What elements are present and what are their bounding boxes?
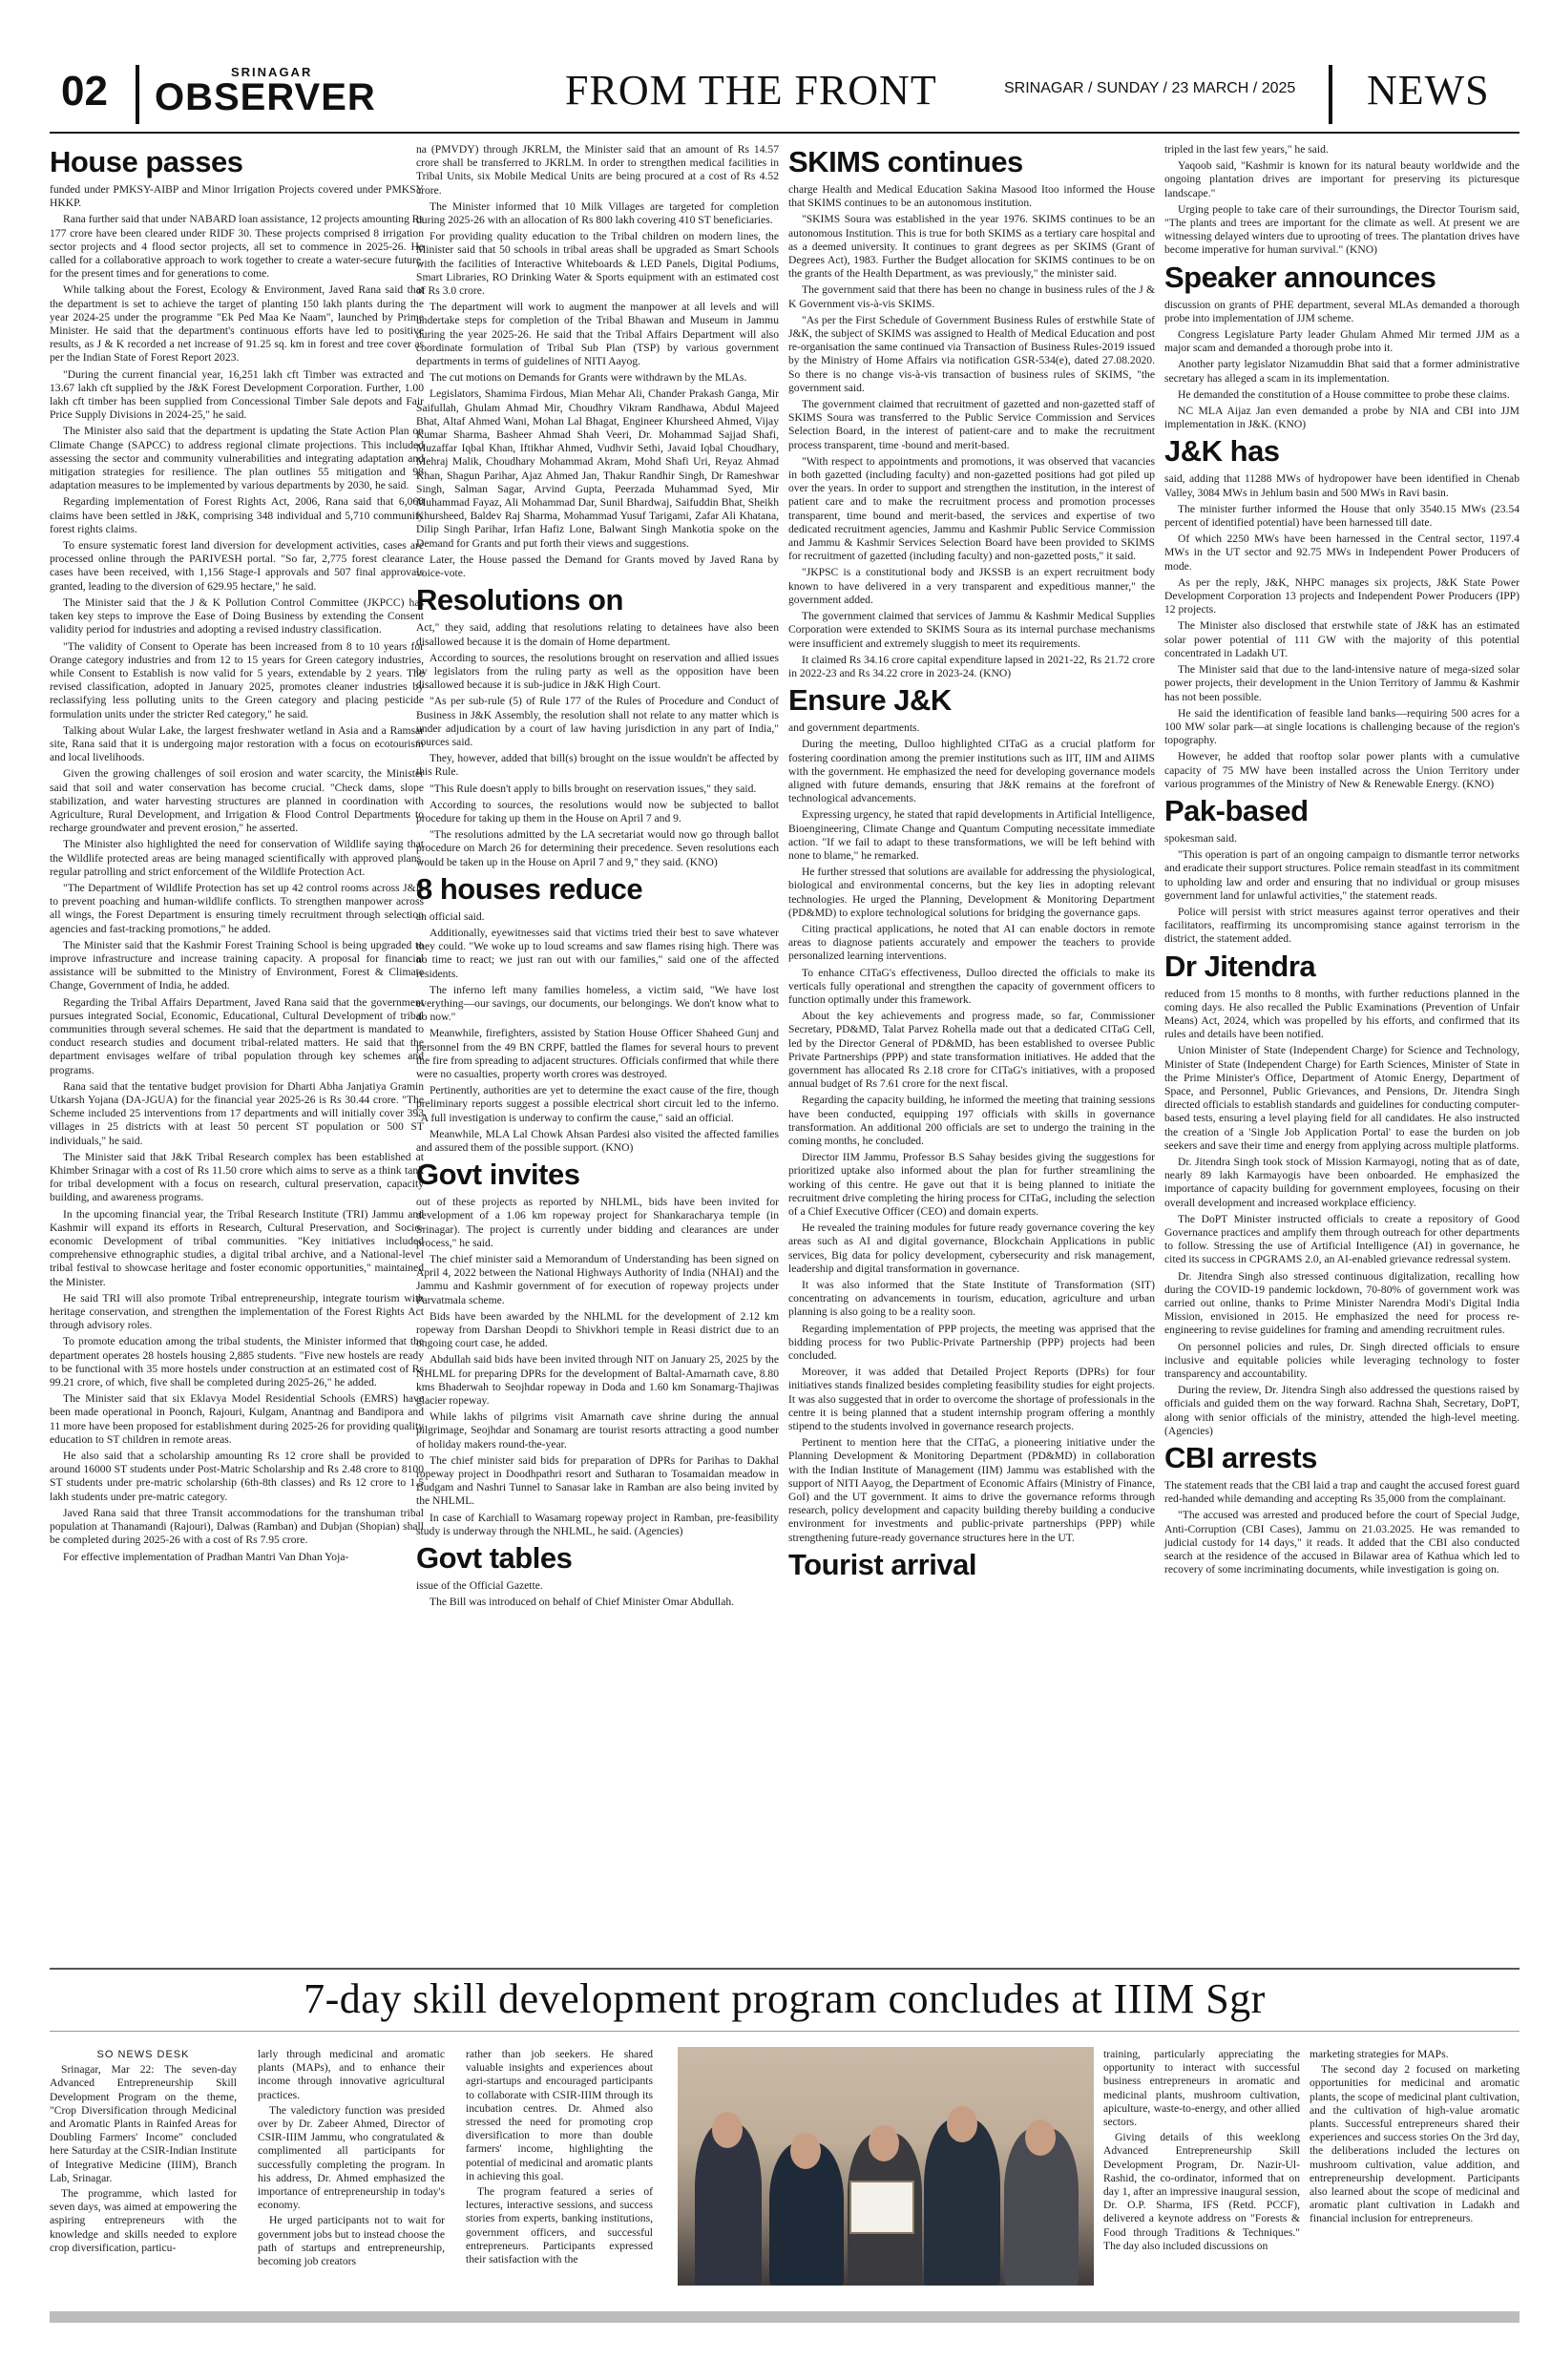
footer-bar (50, 2311, 1520, 2323)
paragraph: marketing strategies for MAPs. (1310, 2048, 1449, 2060)
paragraph: The programme, which lasted for seven days, was aimed at empowering the aspiring entrepreneurs with the knowledge and skills needed to explore crop diversification, particu- (50, 2187, 237, 2254)
paragraph: The Minister said that the J & K Pollution Control Committee (JKPCC) has taken key steps to improve the Ease of Doing Business by extending the Consent validity period for industries and adopting a revised industry classification. (50, 595, 424, 637)
paragraph: The valedictory function was presided over by Dr. Zabeer Ahmed, Director of CSIR-IIIM Jammu, who congratulated & complimented all participants for successfully completing the program. In his address, Dr. Ahmed emphasized the importance of entrepreneurship in today's economy. (258, 2103, 445, 2212)
paragraph: The government said that there has been no change in business rules of the J & K Government vis-à-vis SKIMS. (788, 283, 1155, 310)
bottom-column-5 (1310, 2048, 1520, 2228)
paragraph: Javed Rana said that three Transit accommodations for the transhuman tribal population at Thanamandi (Rajouri), Dalwas (Ramban) and Dubjan (Shopian) shall be completed during 2025-26 with a cost of Rs 7.95 crore. (50, 1506, 424, 1547)
paragraph: The program featured a series of lectures, interactive sessions, and success stories from experts, banking institutions, government officers, and successful entrepreneurs. Participants expressed their satisfaction with the (466, 2185, 653, 2266)
paragraph: The government claimed that services of Jammu & Kashmir Medical Supplies Corporation were extended to SKIMS Soura as its internal purchase mechanisms were insufficient and extremely sluggish to meet its requirements. (788, 610, 1155, 650)
paragraph: out of these projects as reported by NHLML, bids have been invited for development of a 1.06 km ropeway project for Shankaracharya temple (in Srinagar). The project is currently under bidding and clearances are under process," he said. (416, 1196, 779, 1249)
paragraph: Abdullah said bids have been invited through NIT on January 25, 2025 by the NHLML for preparing DPRs for the development of Baltal-Amarnath cave, 8.80 kms Bhaderwah to Seojhdar ropeway in Doda and 1.60 km Sonamarg-Thajiwas glacier ropeway. (416, 1353, 779, 1408)
paragraph: reduced from 15 months to 8 months, with further reductions planned in the coming days. He also recalled the Public Examinations (Prevention of Unfair Means) Act, 2024, which was propelled by his efforts, and confirmed that its rules and details have been notified. (1164, 987, 1520, 1041)
paragraph: The DoPT Minister instructed officials to create a repository of Good Governance practices and amplify them through outreach for other departments to follow. Stressing the use of Artificial Intelligence (AI) in governance, he cited its success in CPGRAMS 2.0, an AI-enabled grievance redressal system. (1164, 1212, 1520, 1266)
dateline: SRINAGAR / SUNDAY / 23 MARCH / 2025 (1004, 80, 1296, 96)
masthead-divider (1329, 65, 1332, 124)
paragraph: The chief minister said a Memorandum of Understanding has been signed on April 4, 2022 between the National Highways Authority of India (NHAI) and the Jammu and Kashmir government of for execution of ropeway projects under Parvatmala scheme. (416, 1253, 779, 1306)
paragraph: "The resolutions admitted by the LA secretariat would now go through ballot procedure on March 26 for determining their precedence. Seven resolutions each would be taken up in the House on April 7 and 9," they said. (KNO) (416, 828, 779, 868)
bottom-story-rule (50, 1968, 1520, 1970)
paragraph: For providing quality education to the Tribal children on modern lines, the Minister said that 50 schools in tribal areas shall be upgraded as Smart Schools with the facilities of Interactive Whiteboards & LED Panels, Digital Podiums, Smart Libraries, RO Drinking Water & Sports equipment with an estimated cost of Rs 3.0 crore. (416, 230, 779, 298)
paragraph: Given the growing challenges of soil erosion and water scarcity, the Minister said that soil and water conservation has become crucial. "Check dams, slope stabilization, and water harvesting structures are planned in coordination with Agriculture, Rural Development, and Irrigation & Flood Control Departments to recharge groundwater and prevent erosion," he asserted. (50, 767, 424, 835)
column-1 (50, 143, 424, 1567)
paragraph: During the review, Dr. Jitendra Singh also addressed the questions raised by officials and guided them on the way forward. Rachna Shah, Secretary, DoPT, along with senior officials of the ministry, attended the high-level meeting. (Agencies) (1164, 1384, 1520, 1437)
paragraph: "The validity of Consent to Operate has been increased from 8 to 10 years for Orange category industries and from 12 to 15 years for Green category industries, while Consent to Establish is now valid for 5 years, extendable by 2 years. The revised classification, adopted in January 2025, promotes cleaner industries by reclassifying less polluting units to the Green category and placing pesticide formulation units under the stricter Red category," he said. (50, 639, 424, 720)
paragraph: "JKPSC is a constitutional body and JKSSB is an expert recruitment body known to have delivered in a very transparent and expeditious manner," the government added. (788, 566, 1155, 606)
paragraph: Meanwhile, firefighters, assisted by Station House Officer Shaheed Gunj and personnel from the 49 BN CRPF, battled the flames for several hours to prevent the fire from spreading to adjacent structures. Officials confirmed that while there were no casualties, property worth crores was destroyed. (416, 1027, 779, 1080)
event-photo (678, 2047, 1094, 2286)
paragraph: The Bill was introduced on behalf of Chief Minister Omar Abdullah. (430, 1596, 735, 1609)
paragraph: Moreover, it was added that Detailed Project Reports (DPRs) for four initiatives stands finalized besides completing feasibility studies for eight projects. It was also suggested that in order to overcome the shortage of professionals in the centre it is being planned that a student internship program offering a monthly stipend to the students involved in governance research projects. (788, 1366, 1155, 1433)
paragraph: "This operation is part of an ongoing campaign to dismantle terror networks and eradicate their support structures. Police remain steadfast in its commitment to upholding law and order and ensuring that no individual or group misuses government land for unlawful activities," the statement reads. (1164, 848, 1520, 902)
paragraph: While lakhs of pilgrims visit Amarnath cave shrine during the annual pilgrimage, Seojhdar and Sonamarg are tourist resorts attracting a good number of holiday makers round-the-year. (416, 1410, 779, 1451)
paragraph: The chief minister said bids for preparation of DPRs for Parihas to Dakhal ropeway project in Doodhpathri resort and Sutharan to Tosamaidan meadow in Budgam and Nashri Tunnel to Sanasar lake in Ramban are also being invited by the NHLML. (416, 1453, 779, 1508)
paragraph: The Minister said that the Kashmir Forest Training School is being upgraded to improve infrastructure and increase training capacity. A proposal for financial assistance will be submitted to the Ministry of Environment, Forest & Climate Change, Government of India, he added. (50, 938, 424, 992)
paragraph: Act," they said, adding that resolutions relating to detainees have also been disallowed because it is the domain of Home department. (416, 621, 779, 648)
paragraph: The Minister also highlighted the need for conservation of Wildlife saying that the Wildlife protected areas are being managed scientifically with approved plans, regular patrolling and strict enforcement of the Wildlife Protection Act. (50, 838, 424, 878)
paragraph: He said the identification of feasible land banks—requiring 500 acres for a 100 MW solar park—at single locations is challenging because of the region's topography. (1164, 706, 1520, 747)
paragraph: Pertinent to mention here that the CITaG, a pioneering initiative under the Planning Development & Monitoring Department (PD&MD) in collaboration with the Indian Institute of Management (IIM) Jammu was established with the support of NITI Aayog, the Department of Economic Affairs (Ministry of Finance, GoI) and the UT government. It aims to drive the governance reforms through research, policy development and capacity building thereby building a conducive environment for investments and public-private partnerships (PPP) while strengthening future-ready governance structures here in the UT. (788, 1436, 1155, 1544)
paragraph: According to sources, the resolutions would now be subjected to ballot procedure for taking up them in the House on April 7 and 9. (416, 798, 779, 825)
paragraph: an official said. (416, 909, 485, 923)
paragraph: issue of the Official Gazette. (416, 1579, 543, 1593)
paragraph: However, he added that rooftop solar power plants with a cumulative capacity of 75 MW have been installed across the Union Territory under various programmes of the Ministry of New & Renewable Energy. (KNO) (1164, 750, 1520, 790)
paragraph: na (PMVDY) through JKRLM, the Minister said that an amount of Rs 14.57 crore shall be transferred to JKRLM. In order to strengthen medical facilities in Tribal Units, six Mobile Medical Units are being procured at a cost of Rs 4.52 crore. (416, 143, 779, 197)
bottom-story-headline: 7-day skill development program concludes at IIIM Sgr (304, 1975, 1266, 2022)
headline-speaker-announces: Speaker announces (1164, 260, 1436, 294)
header-rule (50, 132, 1520, 134)
paragraph: While talking about the Forest, Ecology & Environment, Javed Rana said that the department is set to achieve the target of planting 150 lakh plants during the year 2024-25 under the programme "Ek Ped Maa Ke Naam", launched by Prime Minister. He said that the department's continuous efforts have led to positive results, as J & K recorded a net increase of 91.25 sq. km in forest and tree cover as per the Indian State of Forest Report 2023. (50, 283, 424, 365)
bottom-column-4 (1103, 2048, 1300, 2255)
paragraph: He revealed the training modules for future ready governance covering the key areas such as AI and digital governance, Blockchain Applications in public services, Big data for policy development, cybersecurity and risk management, leadership and digital transformation in governance. (788, 1221, 1155, 1275)
paragraph: In case of Karchiall to Wasamarg ropeway project in Ramban, pre-feasibility study is underway through the NHLML, he said. (Agencies) (416, 1511, 779, 1537)
section-label: NEWS (1367, 67, 1490, 114)
column-4 (1164, 143, 1520, 1579)
paragraph: "The accused was arrested and produced before the court of Special Judge, Anti-Corruption (CBI Cases), Jammu on 21.03.2025. He was remanded to judicial custody for 14 days," it reads. It added that the CBI also conducted search at the residence of the accused in Bilawar area of Kathua which led to recovery of some incriminating documents, while investigation is going on. (1164, 1509, 1520, 1576)
column-2 (416, 143, 779, 1612)
paragraph: Citing practical applications, he noted that AI can enable doctors in remote areas to diagnose patients accurately and empower the teachers to provide personalized learning interventions. (788, 922, 1155, 963)
paragraph: Director IIM Jammu, Professor B.S Sahay besides giving the suggestions for prioritized uptake also informed about the plan for further streamlining the working of this centre. He gave out that it is being planned to initiate the recruitment drive completing the hiring process for CITaG, including the selection of a Chief Executive Officer (CEO) and domain experts. (788, 1151, 1155, 1219)
paragraph: "The Department of Wildlife Protection has set up 42 control rooms across J&K to prevent poaching and human-wildlife conflicts. To strengthen manpower across all wings, the Forest Department is ensuring timely recruitment through selection agencies and fast-tracking promotions," he added. (50, 881, 424, 935)
paragraph: training, particularly appreciating the opportunity to interact with successful business entrepreneurs in aromatic and medicinal plants, mushroom cultivation, apiculture, waste-to-energy, and other allied sectors. (1103, 2048, 1300, 2129)
paragraph: Urging people to take care of their surroundings, the Director Tourism said, "The plants and trees are important for the climate as well. At present we are witnessing delayed winters due to uprooting of trees. The plantation drives have become imperative for human survival." (KNO) (1164, 202, 1520, 257)
paragraph: discussion on grants of PHE department, several MLAs demanded a thorough probe into implementation of JJM scheme. (1164, 298, 1520, 324)
paragraph: Of which 2250 MWs have been harnessed in the Central sector, 1197.4 MWs in the UT sector and 92.75 MWs in Independent Power Producers of mode. (1164, 532, 1520, 573)
paragraph: and government departments. (788, 721, 920, 735)
photo-figure (947, 2106, 977, 2142)
paragraph: Giving details of this weeklong Advanced Entrepreneurship Skill Development Program, Dr. Nazir-Ul-Rashid, the co-ordinator, informed that on day 1, after an impressive inaugural session, Dr. O.P. Sharma, IFS (Retd. PCCF), delivered a keynote address on "Forests & Food through Traditions & Techniques." The day also included discussions on (1103, 2131, 1300, 2252)
paragraph: He further stressed that solutions are available for addressing the physiological, biological and environmental concerns, but the key lies in adopting relevant technologies. He urged the Planning, Development & Monitoring Department (PD&MD) to explore technological solutions for bridging the governance gaps. (788, 866, 1155, 919)
bottom-column-2 (258, 2048, 445, 2270)
paragraph: Srinagar, Mar 22: The seven-day Advanced Entrepreneurship Skill Development Program on the theme, "Crop Diversification through Medicinal and Aromatic Plants in Rainfed Areas for Doubling Farmers' Income" concluded here Saturday at the CSIR-Indian Institute of Integrative Medicine (IIIM), Branch Lab, Srinagar. (50, 2063, 237, 2184)
paragraph: As per the reply, J&K, NHPC manages six projects, J&K State Power Development Corporation 13 projects and Independent Power Producers (IPP) 12 projects. (1164, 575, 1520, 616)
paragraph: Regarding the Tribal Affairs Department, Javed Rana said that the government pursues integrated Social, Economic, Educational, Cultural Development of tribal communities through several schemes. He said that the department is mandated to conduct research studies and document tribal-related matters. He said that the department envisages welfare of tribal population through key schemes and programs. (50, 995, 424, 1076)
paragraph: To enhance CITaG's effectiveness, Dulloo directed the officials to make its verticals fully operational and strengthen the capacity of government officers to function optimally under this framework. (788, 966, 1155, 1006)
paragraph: For effective implementation of Pradhan Mantri Van Dhan Yoja- (63, 1550, 349, 1563)
paragraph: Dr. Jitendra Singh also stressed continuous digitalization, recalling how during the COVID-19 pandemic lockdown, 70-80% of government work was carried out online, thanks to Prime Minister Narendra Modi's Digital India Mission, envisioned in 2015. He emphasized the need for process re-engineering to revise guidelines for framing and amending recruitment rules. (1164, 1269, 1520, 1337)
paragraph: "As per sub-rule (5) of Rule 177 of the Rules of Procedure and Conduct of Business in J&K Assembly, the resolution shall not relate to any matter which is under adjudication by a court of law having jurisdiction in any part of India," sources said. (416, 695, 779, 748)
paragraph: funded under PMKSY-AIBP and Minor Irrigation Projects covered under PMKSY HKKP. (50, 183, 424, 210)
paragraph: "As per the First Schedule of Government Business Rules of erstwhile State of J&K, the subject of SKIMS was assigned to Health of Medical Education and post re-organisation the same continued via Transaction of Business Rules-2019 issued by the Ministry of Home Affairs via notification GSR-534(e), dated 27.08.2020. So there is no change vis-à-vis transaction of business rules of SKIMS, "the government said. (788, 313, 1155, 394)
paragraph: In the upcoming financial year, the Tribal Research Institute (TRI) Jammu and Kashmir will expand its efforts in Research, Cultural Preservation, and Socio-economic Development of tribal communities. "Key initiatives included comprehensive ethnographic studies, a digital tribal archive, and a National-level tribal festival to showcase heritage and foster economic opportunities," maintained the Minister. (50, 1207, 424, 1288)
headline-skims: SKIMS continues (788, 145, 1023, 178)
paragraph: The Minister said that due to the land-intensive nature of mega-sized solar power projects, their development in the Union Territory of Jammu & Kashmir has not been possible. (1164, 663, 1520, 703)
paragraph: NC MLA Aijaz Jan even demanded a probe by NIA and CBI into JJM implementation in J&K. (KNO) (1164, 405, 1520, 431)
paragraph: Meanwhile, MLA Lal Chowk Ahsan Pardesi also visited the affected families and assured them of the possible support. (KNO) (416, 1127, 779, 1154)
paragraph: Regarding implementation of Forest Rights Act, 2006, Rana said that 6,068 claims have been settled in J&K, comprising 348 individual and 5,710 community forest rights claims. (50, 495, 424, 535)
paragraph: The department will work to augment the manpower at all levels and will undertake steps for completion of the Tribal Bhawan and Museum in Jammu during the year 2025-26. He said that the Tribal Affairs Department will also coordinate formulation of Tribal Sub Plan (TSP) by various government departments in terms of guidelines of NITI Aayog. (416, 301, 779, 368)
paragraph: The cut motions on Demands for Grants were withdrawn by the MLAs. (430, 371, 747, 385)
column-3 (788, 143, 1155, 1586)
paragraph: Congress Legislature Party leader Ghulam Ahmed Mir termed JJM as a major scam and demanded a thorough probe into it. (1164, 328, 1520, 355)
paragraph: spokesman said. (1164, 831, 1237, 845)
paragraph: Later, the House passed the Demand for Grants moved by Javed Rana by voice-vote. (416, 553, 779, 580)
paragraph: Rana further said that under NABARD loan assistance, 12 projects amounting Rs 177 crore have been cleared under RIDF 30. These projects comprised 8 irrigation sector projects and 4 flood sector projects, all set to commence in 2025-26. He called for a collaborative approach to work together to create a water-secure future, for the present times and for generations to come. (50, 213, 425, 281)
photo-figure (869, 2125, 899, 2161)
paragraph: The minister further informed the House that only 3540.15 MWs (23.54 percent of identified potential) have been harnessed till date. (1164, 502, 1520, 530)
masthead-divider (136, 65, 139, 124)
headline-dr-jitendra: Dr Jitendra (1164, 949, 1316, 983)
paragraph: said, adding that 11288 MWs of hydropower have been identified in Chenab Valley, 3084 MWs in Jehlum basin and 500 MWs in Ravi basin. (1164, 472, 1520, 499)
byline: SO NEWS DESK (96, 2049, 190, 2060)
paragraph: The government claimed that recruitment of gazetted and non-gazetted staff of SKIMS Soura was transferred to the Public Service Commission and Services Selection Board, in the interest of patient-care and to make the recruitment process transparent, time -bound and merit-based. (788, 398, 1155, 451)
paragraph: "SKIMS Soura was established in the year 1976. SKIMS continues to be an autonomous Institution. This is true for both SKIMS as a tertiary care hospital and as a deemed university. It continues to grant degrees as per SKIMS (Grant of Degrees Act), 1983. Further the Budget allocation for SKIMS continues to be on the grants of the Health Department, as was previously," the minister said. (788, 213, 1155, 281)
paragraph: Yaqoob said, "Kashmir is known for its natural beauty worldwide and the ongoing plantation drives are important for preserving its picturesque landscape." (1164, 159, 1520, 199)
paragraph: The Minister informed that 10 Milk Villages are targeted for completion during 2025-26 with an allocation of Rs 800 lakh covering 410 ST beneficiaries. (416, 199, 779, 227)
certificate (849, 2181, 914, 2234)
paragraph: Another party legislator Nizamuddin Bhat said that a former administrative secretary has alleged a scam in its implementation. (1164, 358, 1520, 385)
paragraph: tripled in the last few years," he said. (1164, 143, 1329, 156)
paragraph: It was also informed that the State Institute of Transformation (SIT) concentrating on advancements in tourism, education, agriculture and urban planning is also going to be a reality soon. (788, 1279, 1155, 1319)
paragraph: Dr. Jitendra Singh took stock of Mission Karmayogi, noting that as of date, nearly 89 lakh Karmayogis have been onboarded. He emphasized the importance of capacity building for government employees, focusing on their overall development and increased workplace efficiency. (1164, 1155, 1520, 1209)
bottom-column-1 (50, 2048, 237, 2257)
paragraph: The Minister said that six Eklavya Model Residential Schools (EMRS) have been made operational in Poonch, Rajouri, Kulgam, Anantnag and Bandipora and 11 more have been proposed for establishment during 2025-26 for providing quality education to ST children in remote areas. (50, 1392, 424, 1446)
photo-figure (1025, 2119, 1056, 2156)
paragraph: They, however, added that bill(s) brought on the issue wouldn't be affected by this Rule. (416, 752, 779, 779)
paragraph: To ensure systematic forest land diversion for development activities, cases are processed online through the PARIVESH portal. "So far, 2,775 forest clearance cases have been received, with 1,156 Stage-I approvals and 507 final approvals granted, leading to the diversion of 629.95 hectare," he said. (50, 539, 424, 593)
headline-cbi-arrests: CBI arrests (1164, 1441, 1317, 1475)
paragraph: "During the current financial year, 16,251 lakh cft Timber was extracted and 13.67 lakh cft supplied by the J&K Forest Development Corporation. Further, 1.00 lakh cft timber has been supplied from Concessional Timber Sale depots and Fair Price Supply Divisions in 2024-25," he said. (50, 367, 424, 422)
paragraph: rather than job seekers. He shared valuable insights and experiences about agri-startups and encouraged participants to collaborate with CSIR-IIIM through its incubation centres. Dr. Ahmed also stressed the need for promoting crop diversification to more than double farmers' income, highlighting the potential of medicinal and aromatic plants in achieving this goal. (466, 2048, 653, 2182)
page-number: 02 (61, 68, 108, 115)
paragraph: He demanded the constitution of a House committee to probe these claims. (1178, 387, 1510, 401)
bottom-column-3 (466, 2048, 653, 2268)
headline-pak-based: Pak-based (1164, 793, 1309, 827)
paragraph: The inferno left many families homeless, a victim said, "We have lost everything—our savings, our documents, our belongings. We don't know what to do now." (416, 983, 779, 1024)
paragraph: He urged participants not to wait for government jobs but to instead choose the path of startups and entrepreneurship, becoming job creators (258, 2214, 445, 2268)
paragraph: Additionally, eyewitnesses said that victims tried their best to save whatever they could. "We woke up to loud screams and saw flames rising high. There was no time to react; we just ran out with our families," said one of the affected residents. (416, 926, 779, 980)
paragraph: He also said that a scholarship amounting Rs 12 crore shall be provided to around 16000 ST students under Post-Matric Scholarship and Rs 2.48 crore to 8100 ST students under pre-matric scholarship (6th-8th classes) and Rs 12 crore to 1.5 lakh students under pre-matric category. (50, 1450, 424, 1503)
headline-govt-tables: Govt tables (416, 1541, 573, 1576)
paragraph: larly through medicinal and aromatic plants (MAPs), and to enhance their income through innovative agricultural practices. (258, 2048, 445, 2101)
headline-houses-reduce: 8 houses reduce (416, 871, 643, 906)
paragraph: The Minister also said that the department is updating the State Action Plan on Climate Change (SAPCC) to address regional climate projections. This included assessing the sector and community vulnerabilities and integrating adaptation and mitigation strategies for resilience. The plan outlines 55 mitigation and 98 adaptation measures to be implemented by various departments by 2030, he said. (50, 425, 424, 492)
paragraph: On personnel policies and rules, Dr. Singh directed officials to ensure inclusive and equitable policies while leveraging technology to foster transparency and accountability. (1164, 1340, 1520, 1381)
headline-resolutions: Resolutions on (416, 583, 623, 617)
paragraph: About the key achievements and progress made, so far, Commissioner Secretary, PD&MD, Talat Parvez Rohella made out that a dedicated CITaG Cell, led by the Director General of PD&MD, has been established to oversee Public Private Partnerships (PPP) and state transformation initiatives. He added that the government has allocated Rs 2.18 crore for CITaG's initiatives, with a proposed annual budget of Rs 7.61 crore for the next fiscal. (788, 1010, 1155, 1091)
photo-figure (924, 2119, 1000, 2286)
paragraph: Pertinently, authorities are yet to determine the exact cause of the fire, though preliminary reports suggest a possible electrical short circuit led to the inferno. "A full investigation is underway to confirm the cause," said an official. (416, 1084, 779, 1124)
paragraph: Regarding implementation of PPP projects, the meeting was apprised that the bidding process for two Public-Private Partnership (PPP) projects had been concluded. (788, 1322, 1155, 1363)
brand-logo: OBSERVER (155, 76, 376, 118)
paragraph: "With respect to appointments and promotions, it was observed that vacancies in both gazetted (including faculty) and non-gazetted positions had got piled up over the years. In order to support and strengthen the institution, in the interest of patient care and to make the recruitment process and promotion processes transparent, time bound and merit-based, the services and expertise of two dedicated recruitment agencies, Jammu and Kashmir Public Service Commission and Jammu & Kashmir Services Selection Board have been provided to SKIMS for recruitment of gazetted (including faculty) and non-gazetted posts," it said. (788, 454, 1155, 563)
headline-govt-invites: Govt invites (416, 1158, 580, 1192)
paragraph: The Minister also disclosed that erstwhile state of J&K has an estimated solar power potential of 111 GW with the majority of this potential concentrated in Ladakh UT. (1164, 619, 1520, 659)
paragraph: During the meeting, Dulloo highlighted CITaG as a crucial platform for fostering coordination among the premier institutions such as IIT, IIM and AIIMS with the government. He emphasized the need for developing governance models aligned with future demands, ensuring that J&K remains at the forefront of technological advancements. (788, 738, 1155, 805)
section-title: FROM THE FRONT (565, 67, 937, 114)
paragraph: Regarding the capacity building, he informed the meeting that training sessions have been conducted, equipping 197 officials with skills in governance transformation. An additional 200 officials are set to undergo the training in the coming months, he concluded. (788, 1094, 1155, 1147)
paragraph: Union Minister of State (Independent Charge) for Science and Technology, Minister of State (Independent Charge) for Earth Sciences, Minister of State in the Prime Minister's Office, Department of Atomic Energy, Department of Space, and Personnel, Public Grievances, and Pensions, Dr. Jitendra Singh directed officials to establish standards and guidelines for conducting computer-based tests, ensuring a level playing field for all candidates. He also instructed the creation of a 'Single Job Application Portal' to ease the burden on job seekers and save their time and energy from applying across multiple platforms. (1164, 1044, 1520, 1152)
paragraph: The second day 2 focused on marketing opportunities for medicinal and aromatic plants, the scope of medicinal plant cultivation, and the cultivation of high-value aromatic plants. Successful entrepreneurs shared their experiences and success stories On the 3rd day, the deliberations included the lectures on mushroom cultivation, value addition, and entrepreneurship development. Participants also learned about the scope of medicinal and aromatic plant cultivation in Ladakh and financial inclusion for entrepreneurs. (1310, 2063, 1520, 2225)
paragraph: Talking about Wular Lake, the largest freshwater wetland in Asia and a Ramsar site, Rana said that it is undergoing major restoration with a focus on ecotourism and local livelihoods. (50, 723, 424, 764)
paragraph: Legislators, Shamima Firdous, Mian Mehar Ali, Chander Prakash Ganga, Mir Saifullah, Ghulam Ahmad Mir, Choudhry Vikram Randhawa, Abdul Majeed Bhat, Altaf Ahmed Wani, Mohan Lal Bhagat, Engineer Khursheed Ahmed, Vijay Kumar Sharma, Basheer Ahmad Shah Veeri, Dr. Mohammad Sajjad Shafi, Muzaffar Iqbal Khan, Iftikhar Ahmed, Vudhvir Sethi, Javaid Iqbal Choudhary, Mehraj Malik, Choudhary Mohammad Akram, Mohd Shafi Uri, Reyaz Ahmad Khan, Shagun Parihar, Ajaz Ahmed Jan, Thakur Randhir Singh, Dr Rameshwar Singh, Salman Sagar, Arvind Gupta, Peerzada Muhammad Syed, Mir Muhammad Fayaz, Ali Mohammad Dar, Sunil Bhardwaj, Saifuddin Bhat, Sheikh Khursheed, Baldev Raj Sharma, Mohammad Yusuf Tarigami, Zafar Ali Khatana, Dilip Singh Parihar, Irfan Hafiz Lone, Balwant Singh Mankotia spoke on the Demand for Grants and put forth their views and suggestions. (416, 387, 779, 550)
brand-city: SRINAGAR (231, 65, 313, 79)
paragraph: He said TRI will also promote Tribal entrepreneurship, integrate tourism with heritage conservation, and strengthen the implementation of the Forest Rights Act through advisory roles. (50, 1291, 424, 1332)
paragraph: The statement reads that the CBI laid a trap and caught the accused forest guard red-handed while demanding and accepting Rs 35,000 from the complainant. (1164, 1479, 1520, 1506)
paragraph: "This Rule doesn't apply to bills brought on reservation issues," they said. (430, 782, 757, 795)
headline-tourist-arrival: Tourist arrival (788, 1547, 976, 1581)
bottom-story-rule (50, 2031, 1520, 2032)
masthead (50, 63, 1520, 130)
paragraph: charge Health and Medical Education Sakina Masood Itoo informed the House that SKIMS continues to be an autonomous institution. (788, 183, 1155, 210)
headline-ensure-jk: Ensure J&K (788, 683, 952, 718)
paragraph: Bids have been awarded by the NHLML for the development of 2.12 km ropeway from Darshan Deopdi to Shivkhori temple in Reasi district due to an ongoing court case, he added. (416, 1309, 779, 1350)
paragraph: The Minister said that J&K Tribal Research complex has been established at Khimber Srinagar with a cost of Rs 11.50 crore which aims to serve as a think tank for tribal development with a focus on research, cultural preservation, capacity building, and awareness programs. (50, 1150, 424, 1204)
paragraph: According to sources, the resolutions brought on reservation and allied issues by legislators from the ruling party as well as the opposition have been disallowed because it is sub-judice in J&K High Court. (416, 651, 779, 692)
headline-jk-has: J&K has (1164, 434, 1280, 469)
photo-figure (790, 2133, 821, 2169)
paragraph: It claimed Rs 34.16 crore capital expenditure lapsed in 2021-22, Rs 21.72 crore in 2022-23 and Rs 34.22 crore in 2023-24. (KNO) (788, 653, 1155, 679)
paragraph: Expressing urgency, he stated that rapid developments in Artificial Intelligence, Bioengineering, Climate Change and Quantum Computing necessitate immediate action. "If we fail to adapt to these transformations, we will be left behind with none to blame," he remarked. (788, 808, 1155, 862)
paragraph: Police will persist with strict measures against terror operatives and their facilitators, reaffirming its uncompromising stance against terrorism in the district, the statement added. (1164, 905, 1520, 946)
paragraph: To promote education among the tribal students, the Minister informed that the department operates 28 hostels housing 2,885 students. "Five new hostels are ready to be functional with 35 more hostels under construction at an estimated cost of Rs 99.21 crore, of which, five shall be completed during 2025-26," he added. (50, 1335, 424, 1389)
headline-house-passes: House passes (50, 145, 243, 178)
photo-figure (712, 2112, 743, 2148)
paragraph: Rana said that the tentative budget provision for Dharti Abha Janjatiya Gramin Utkarsh Yojana (DA-JGUA) for the financial year 2025-26 is Rs 30.44 crore. "The Scheme included 25 interventions from 17 departments and will initially cover 393 villages in 25 districts with at least 50 percent ST population or 500 ST individuals," he said. (50, 1079, 424, 1147)
